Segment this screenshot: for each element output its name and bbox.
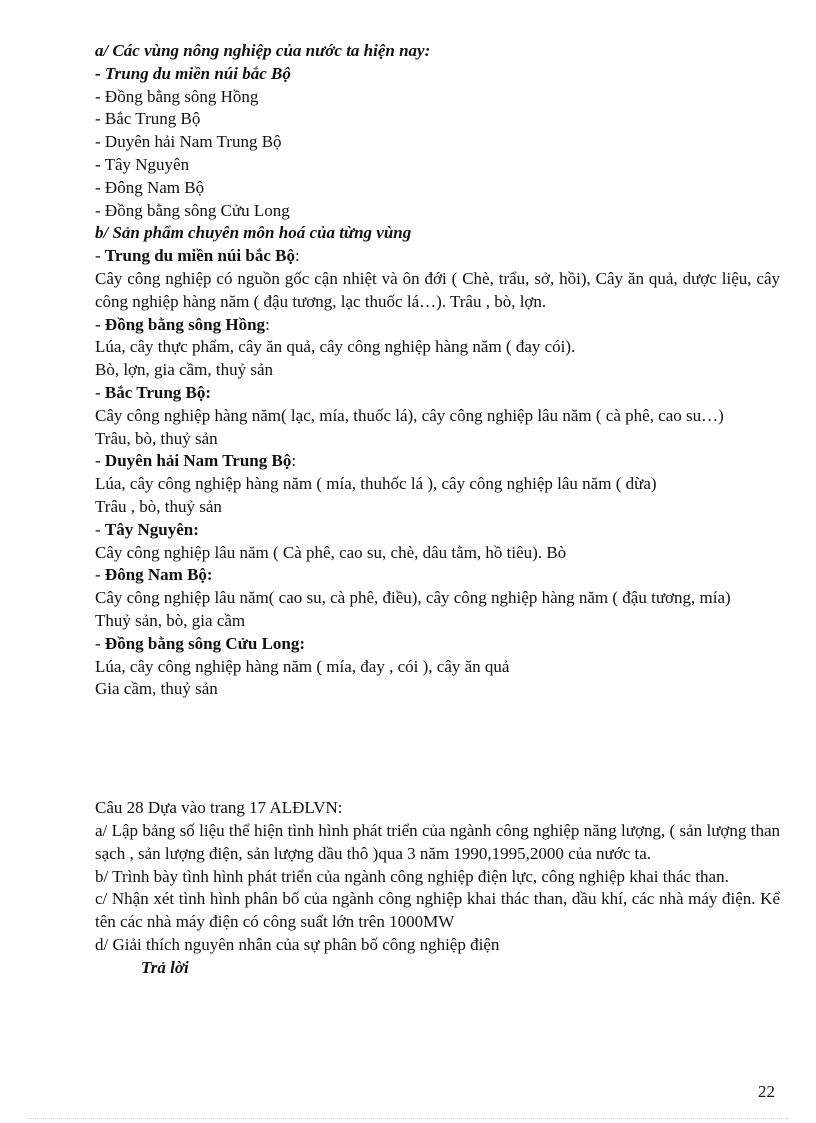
region-name: Đông Nam Bộ: bbox=[104, 565, 213, 585]
section-b-heading: b/ Sản phẩm chuyên môn hoá của từng vùng bbox=[95, 223, 412, 243]
region-item: - Bắc Trung Bộ bbox=[95, 109, 201, 129]
region-products: Cây công nghiệp lâu năm( cao su, cà phê, điều), cây công nghiệp hàng năm ( đậu tương, mía) bbox=[95, 588, 731, 608]
region-heading bbox=[95, 519, 780, 542]
region-name: Đồng bằng sông Hồng bbox=[104, 314, 266, 334]
section-a-heading: a/ Các vùng nông nghiệp của nước ta hiện nay: bbox=[95, 41, 431, 60]
region-products: Cây công nghiệp hàng năm( lạc, mía, thuốc lá), cây công nghiệp lâu năm ( cà phê, cao su…) bbox=[95, 405, 724, 425]
region-item: - Đông Nam Bộ bbox=[95, 177, 205, 197]
region-products: Lúa, cây thực phẩm, cây ăn quả, cây công nghiệp hàng năm ( đay cói). bbox=[95, 337, 576, 357]
region-dash: - bbox=[95, 565, 105, 585]
region-name: Tây Nguyên: bbox=[104, 519, 199, 539]
region-dash: - bbox=[95, 519, 105, 539]
region-heading bbox=[95, 450, 780, 473]
page-number: 22 bbox=[758, 1082, 775, 1101]
region-products: Cây công nghiệp lâu năm ( Cà phê, cao su, chè, dâu tằm, hồ tiêu). Bò bbox=[95, 542, 567, 562]
region-products: Gia cầm, thuỷ sản bbox=[95, 679, 218, 699]
region-colon: : bbox=[294, 246, 300, 266]
region-colon: : bbox=[291, 451, 297, 471]
region-name: Đồng bằng sông Cửu Long: bbox=[104, 633, 306, 653]
region-name: Trung du miền núi bắc Bộ bbox=[104, 246, 295, 266]
region-dash: - bbox=[95, 382, 105, 402]
region-products: Trâu, bò, thuỷ sản bbox=[95, 428, 218, 448]
region-products: Bò, lợn, gia cầm, thuỷ sản bbox=[95, 360, 274, 380]
spacer bbox=[95, 701, 780, 797]
document-body bbox=[95, 40, 780, 979]
answer-label: Trả lời bbox=[141, 957, 189, 977]
question-part: a/ Lập bảng số liệu thể hiện tình hình phát triển của ngành công nghiệp năng lượng, ( sản lượng than sạch , sản lượng điện, sản lượng dầu thô )qua 3 năm 1990,1995,2000 của nước ta. bbox=[95, 820, 780, 863]
region-item: - Đồng bằng sông Cửu Long bbox=[95, 200, 290, 220]
region-products: Thuỷ sản, bò, gia cầm bbox=[95, 610, 246, 630]
region-products: Cây công nghiệp có nguồn gốc cận nhiệt và ôn đới ( Chè, trẩu, sở, hồi), Cây ăn quả, dược liệu, cây công nghiệp hàng năm ( đậu tương, lạc thuốc lá…). Trâu , bò, lợn. bbox=[95, 268, 780, 311]
question-part: d/ Giải thích nguyên nhân của sự phân bố công nghiệp điện bbox=[95, 934, 500, 954]
region-products: Lúa, cây công nghiệp hàng năm ( mía, đay , cói ), cây ăn quả bbox=[95, 656, 510, 676]
region-name: Duyên hải Nam Trung Bộ bbox=[104, 451, 292, 471]
region-heading bbox=[95, 382, 780, 405]
region-dash: - bbox=[95, 314, 105, 334]
region-item: - Trung du miền núi bắc Bộ bbox=[95, 63, 291, 83]
region-heading bbox=[95, 245, 780, 268]
region-dash: - bbox=[95, 451, 105, 471]
region-item: - Duyên hải Nam Trung Bộ bbox=[95, 132, 282, 152]
region-heading bbox=[95, 633, 780, 656]
region-name: Bắc Trung Bộ: bbox=[104, 382, 212, 402]
question-title: Câu 28 Dựa vào trang 17 ALĐLVN: bbox=[95, 798, 343, 818]
footer-divider bbox=[28, 1118, 788, 1119]
region-products: Trâu , bò, thuỷ sản bbox=[95, 496, 222, 516]
region-dash: - bbox=[95, 246, 105, 266]
region-item: - Tây Nguyên bbox=[95, 154, 190, 174]
region-dash: - bbox=[95, 633, 105, 653]
region-heading bbox=[95, 564, 780, 587]
region-item: - Đồng bằng sông Hồng bbox=[95, 86, 259, 106]
question-part: b/ Trình bày tình hình phát triển của ngành công nghiệp điện lực, công nghiệp khai thác than. bbox=[95, 866, 729, 886]
question-part: c/ Nhận xét tình hình phân bố của ngành công nghiệp khai thác than, dầu khí, các nhà máy điện. Kể tên các nhà máy điện có công suất lớn trên 1000MW bbox=[95, 889, 780, 932]
region-colon: : bbox=[265, 314, 270, 334]
region-products: Lúa, cây công nghiệp hàng năm ( mía, thuhốc lá ), cây công nghiệp lâu năm ( dừa) bbox=[95, 474, 657, 494]
region-heading bbox=[95, 314, 780, 337]
